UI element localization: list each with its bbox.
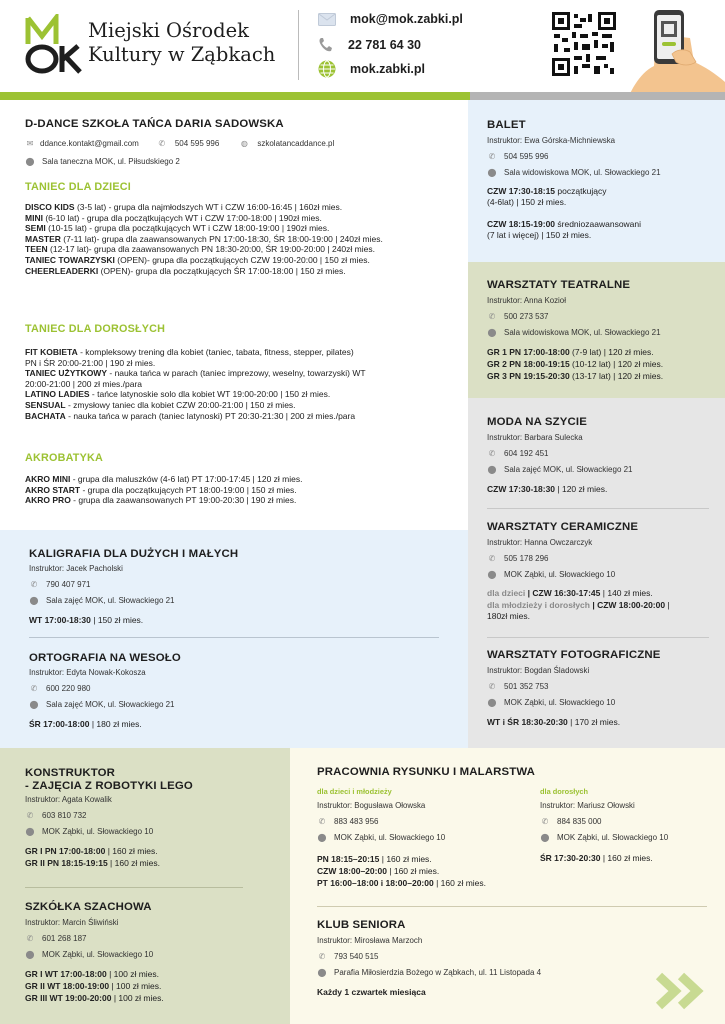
contact-email[interactable]: mok@mok.zabki.pl (350, 12, 463, 26)
rysunek-schedule1: PN 18:15–20:15 | 160 zł mies. CZW 18:00–20:00 | 160 zł mies. PT 16:00–18:00 i 18:00–20:00 | 160 zł mies. (317, 854, 487, 888)
list-item: AKRO MINI - grupa dla maluszków (4-6 lat) PT 17:00-17:45 | 120 zł mies. (25, 474, 303, 484)
qr-code-graphic (552, 12, 616, 76)
location-pin-icon: ⬤ (540, 833, 550, 842)
location-pin-icon: ⬤ (487, 698, 497, 707)
globe-icon: ◍ (240, 139, 248, 148)
divider (25, 887, 243, 888)
envelope-icon: ✉ (26, 139, 34, 148)
phone-icon: ✆ (318, 817, 326, 826)
balet-phone[interactable]: 504 595 996 (504, 152, 549, 161)
ddance-web[interactable]: szkolatancaddance.pl (257, 139, 335, 148)
ceram-place: MOK Ząbki, ul. Słowackiego 10 (504, 570, 616, 579)
list-item: GR I WT 17:00-18:00 | 100 zł mies. (25, 969, 160, 979)
balet-title: BALET (487, 119, 526, 131)
rysunek-sub2: dla dorosłych (540, 787, 589, 796)
balet-schedule-2: CZW 18:15-19:00 średniozaawansowani (7 lat i więcej) | 150 zł mies. (487, 219, 642, 240)
divider (317, 906, 707, 907)
orto-title: ORTOGRAFIA NA WESOŁO (29, 652, 181, 664)
teatr-title: WARSZTATY TEATRALNE (487, 279, 631, 291)
foto-place: MOK Ząbki, ul. Słowackiego 10 (504, 698, 616, 707)
location-pin-icon: ⬤ (29, 596, 39, 605)
rysunek-phone1-row (317, 817, 379, 826)
location-pin-icon: ⬤ (487, 570, 497, 579)
orto-schedule: ŚR 17:00-18:00 | 180 zł mies. (29, 719, 142, 729)
location-pin-icon: ⬤ (487, 168, 497, 177)
kalig-place: Sala zajęć MOK, ul. Słowackiego 21 (46, 596, 175, 605)
szachy-title: SZKÓŁKA SZACHOWA (25, 901, 152, 913)
location-pin-icon: ⬤ (25, 950, 35, 959)
header-stripe-grey (470, 92, 725, 100)
foto-phone[interactable]: 501 352 753 (504, 682, 549, 691)
ceram-phone-row (487, 554, 549, 563)
moda-phone[interactable]: 604 192 451 (504, 449, 549, 458)
hand-phone-icon (620, 4, 725, 102)
phone-icon: ✆ (488, 554, 496, 563)
rysunek-place2: MOK Ząbki, ul. Słowackiego 10 (557, 833, 669, 842)
ceram-schedule: dla dzieci | CZW 16:30-17:45 | 140 zł mies. dla młodzieży i dorosłych | CZW 18:00-20:00 | 180zł mies. (487, 588, 670, 621)
ceram-title: WARSZTATY CERAMICZNE (487, 521, 639, 533)
seniorzy-phone-row (317, 952, 379, 961)
szachy-instr: Instruktor: Marcin Śliwiński (25, 918, 119, 927)
location-pin-icon: ⬤ (25, 827, 35, 836)
teatr-instr: Instruktor: Anna Kozioł (487, 296, 566, 305)
rysunek-schedule2: ŚR 17:30-20:30 | 160 zł mies. (540, 853, 653, 863)
orto-phone-row (29, 684, 91, 693)
rysunek-instr1: Instruktor: Bogusława Ołowska (317, 801, 426, 810)
ddance-title: D-DANCE SZKOŁA TAŃCA DARIA SADOWSKA (25, 118, 284, 130)
ddance-place-row (25, 157, 180, 166)
lego-groups (25, 846, 160, 869)
location-pin-icon: ⬤ (317, 968, 327, 977)
orto-instr: Instruktor: Edyta Nowak-Kokosza (29, 668, 146, 677)
divider (487, 508, 709, 509)
list-item: TANIEC UŻYTKOWY - nauka tańca w parach (taniec imprezowy, weselny, towarzyski) WT (25, 368, 366, 379)
foto-schedule: WT i ŚR 18:30-20:30 | 170 zł mies. (487, 717, 621, 727)
list-item: GR II PN 18:15-19:15 | 160 zł mies. (25, 857, 160, 868)
list-item: SEMI (10-15 lat) - grupa dla początkujących WT i CZW 18:00-19:00 | 190zł mies. (25, 223, 330, 234)
seniorzy-note: Każdy 1 czwartek miesiąca (317, 987, 426, 997)
orto-place: Sala zajęć MOK, ul. Słowackiego 21 (46, 700, 175, 709)
list-item: AKRO PRO - grupa dla zaawansowanych PT 19:00-20:30 | 190 zł mies. (25, 495, 297, 506)
contact-web-row[interactable] (318, 60, 425, 78)
location-pin-icon: ⬤ (29, 700, 39, 709)
list-item: GR I PN 17:00-18:00 | 160 zł mies. (25, 846, 158, 856)
teatr-phone[interactable]: 500 273 537 (504, 312, 549, 321)
bg-kalig (0, 530, 468, 748)
kalig-place-row (29, 596, 175, 605)
seniorzy-phone[interactable]: 793 540 515 (334, 952, 379, 961)
lego-phone[interactable]: 603 810 732 (42, 811, 87, 820)
lego-phone-row (25, 811, 87, 820)
ddance-place: Sala taneczna MOK, ul. Piłsudskiego 2 (42, 157, 180, 166)
lego-title (25, 767, 193, 792)
szachy-place: MOK Ząbki, ul. Słowackiego 10 (42, 950, 154, 959)
acro-title: AKROBATYKA (25, 452, 103, 464)
list-item: GR 2 PN 18:00-19:15 (10-12 lat) | 120 zł mies. (487, 359, 664, 369)
contact-website[interactable]: mok.zabki.pl (350, 62, 426, 76)
list-item-cont: 20:00-21:00 | 200 zł mies./para (25, 378, 143, 389)
kalig-phone-row (29, 580, 91, 589)
ddance-contacts (25, 139, 334, 148)
foto-instr: Instruktor: Bogdan Śladowski (487, 666, 590, 675)
teatr-place-row (487, 328, 661, 337)
phone-icon: ✆ (30, 684, 38, 693)
rysunek-place1-row (317, 833, 445, 842)
list-item: GR 3 PN 19:15-20:30 (13-17 lat) | 120 zł mies. (487, 371, 664, 381)
szachy-phone-row (25, 934, 87, 943)
rysunek-phone2-row (540, 817, 602, 826)
kalig-title: KALIGRAFIA DLA DUŻYCH I MAŁYCH (29, 548, 239, 560)
balet-place: Sala widowiskowa MOK, ul. Słowackiego 21 (504, 168, 661, 177)
balet-phone-row (487, 152, 549, 161)
contact-phone[interactable]: 22 781 64 30 (348, 38, 421, 52)
ceram-phone[interactable]: 505 178 296 (504, 554, 549, 563)
org-name-line1: Miejski Ośrodek (88, 19, 249, 42)
hand-phone-illustration (620, 4, 725, 102)
divider (487, 637, 709, 638)
list-item: GR III WT 19:00-20:00 | 100 zł mies. (25, 993, 164, 1003)
ddance-phone[interactable]: 504 595 996 (174, 139, 220, 148)
list-item: DISCO KIDS (3-5 lat) - grupa dla najmłodszych WT i CZW 16:00-16:45 | 160zł mies. (25, 202, 343, 212)
phone-icon: ✆ (30, 580, 38, 589)
kalig-instr: Instruktor: Jacek Pacholski (29, 564, 123, 573)
balet-schedule-1: CZW 17:30-18:15 początkujący (4-6lat) | 150 zł mies. (487, 186, 607, 207)
phone-icon: ✆ (26, 811, 34, 820)
phone-icon: ✆ (318, 952, 326, 961)
szachy-place-row (25, 950, 153, 959)
divider (29, 637, 439, 638)
rysunek-instr2: Instruktor: Mariusz Ołowski (540, 801, 635, 810)
phone-icon: ✆ (488, 152, 496, 161)
org-name (88, 19, 275, 67)
lego-title-line1: KONSTRUKTOR (25, 767, 116, 779)
kids-list (25, 202, 465, 276)
orto-place-row (29, 700, 175, 709)
globe-icon (318, 60, 336, 78)
location-pin-icon: ⬤ (487, 465, 497, 474)
rysunek-phone1[interactable]: 883 483 956 (334, 817, 379, 826)
list-item: TEEN (12-17 lat)- grupa dla zaawansowanych PN 18:30-20:00, ŚR 19:00-20:00 | 240zł mies. (25, 244, 375, 255)
teatr-groups (487, 346, 722, 382)
seniorzy-place: Parafia Miłosierdzia Bożego w Ząbkach, ul. 11 Listopada 4 (334, 968, 542, 977)
phone-icon: ✆ (541, 817, 549, 826)
list-item: CHEERLEADERKI (OPEN)- grupa dla początkujących ŚR 17:00-18:00 | 150 zł mies. (25, 265, 346, 276)
contact-phone-row[interactable] (318, 37, 421, 53)
kalig-phone[interactable]: 790 407 971 (46, 580, 91, 589)
location-pin-icon: ⬤ (317, 833, 327, 842)
rysunek-sub1: dla dzieci i młodzieży (317, 787, 392, 796)
chevrons-decoration (655, 972, 711, 1010)
foto-place-row (487, 698, 615, 707)
rysunek-place1: MOK Ząbki, ul. Słowackiego 10 (334, 833, 446, 842)
mok-logo-graphic (22, 14, 84, 76)
phone-icon: ✆ (488, 449, 496, 458)
seniorzy-place-row (317, 968, 541, 977)
double-chevron-icon (655, 972, 711, 1010)
envelope-icon (318, 13, 336, 26)
list-item: BACHATA - nauka tańca w parach (taniec latynoski) PT 20:30-21:30 | 200 zł mies./para (25, 410, 356, 421)
location-pin-icon: ⬤ (25, 157, 35, 166)
org-name-line2: Kultury w Ząbkach (88, 43, 276, 66)
contact-email-row[interactable] (318, 12, 463, 26)
lego-place-row (25, 827, 153, 836)
acro-list (25, 474, 465, 506)
lego-instr: Instruktor: Agata Kowalik (25, 795, 112, 804)
foto-title: WARSZTATY FOTOGRAFICZNE (487, 649, 661, 661)
ddance-email[interactable]: ddance.kontakt@gmail.com (40, 139, 139, 148)
kids-title: TANIEC DLA DZIECI (25, 181, 131, 193)
phone-icon: ✆ (488, 682, 496, 691)
moda-schedule: CZW 17:30-18:30 | 120 zł mies. (487, 484, 608, 494)
logo (22, 14, 84, 76)
list-item: MINI (6-10 lat) - grupa dla początkujących WT i CZW 17:00-18:00 | 190zł mies. (25, 212, 322, 223)
moda-place-row (487, 465, 633, 474)
seniorzy-title: KLUB SENIORA (317, 919, 406, 931)
list-item: FIT KOBIETA - kompleksowy trening dla kobiet (taniec, tabata, fitness, stepper, pilates) (25, 347, 354, 357)
list-item: TANIEC TOWARZYSKI (OPEN)- grupa dla początkujących CZW 19:00-20:00 | 150 zł mies. (25, 254, 370, 265)
lego-title-line2: - ZAJĘCIA Z ROBOTYKI LEGO (25, 779, 193, 792)
moda-instr: Instruktor: Barbara Sulecka (487, 433, 583, 442)
list-item: GR II WT 18:00-19:00 | 100 zł mies. (25, 981, 162, 991)
phone-icon: ✆ (488, 312, 496, 321)
phone-icon (318, 37, 334, 53)
teatr-place: Sala widowiskowa MOK, ul. Słowackiego 21 (504, 328, 661, 337)
seniorzy-instr: Instruktor: Mirosława Marzoch (317, 936, 423, 945)
kalig-schedule: WT 17:00-18:30 | 150 zł mies. (29, 615, 144, 625)
header-divider (298, 10, 299, 80)
location-pin-icon: ⬤ (487, 328, 497, 337)
moda-phone-row (487, 449, 549, 458)
balet-place-row (487, 168, 661, 177)
lego-place: MOK Ząbki, ul. Słowackiego 10 (42, 827, 154, 836)
list-item-cont: PN i ŚR 20:00-21:00 | 190 zł mies. (25, 357, 156, 368)
ceram-instr: Instruktor: Hanna Owczarczyk (487, 538, 593, 547)
rysunek-place2-row (540, 833, 668, 842)
list-item: LATINO LADIES - tańce latynoskie solo dla kobiet WT 19:00-20:00 | 150 zł mies. (25, 389, 331, 400)
moda-place: Sala zajęć MOK, ul. Słowackiego 21 (504, 465, 633, 474)
rysunek-title: PRACOWNIA RYSUNKU I MALARSTWA (317, 766, 536, 778)
moda-title: MODA NA SZYCIE (487, 416, 587, 428)
teatr-phone-row (487, 312, 549, 321)
phone-icon: ✆ (26, 934, 34, 943)
balet-instr: Instruktor: Ewa Górska-Michniewska (487, 136, 616, 145)
orto-phone[interactable]: 600 220 980 (46, 684, 91, 693)
foto-phone-row (487, 682, 549, 691)
list-item: SENSUAL - zmysłowy taniec dla kobiet CZW 20:00-21:00 | 150 zł mies. (25, 399, 296, 410)
qr-code[interactable] (552, 12, 616, 76)
szachy-groups (25, 968, 164, 1004)
list-item: AKRO START - grupa dla początkujących PT 18:00-19:00 | 150 zł mies. (25, 484, 297, 495)
adults-title: TANIEC DLA DOROSŁYCH (25, 323, 166, 335)
adults-list (25, 347, 465, 421)
header-stripe-green (0, 92, 470, 100)
szachy-phone[interactable]: 601 268 187 (42, 934, 87, 943)
ceram-place-row (487, 570, 615, 579)
list-item: GR 1 PN 17:00-18:00 (7-9 lat) | 120 zł mies. (487, 347, 654, 357)
phone-icon: ✆ (158, 139, 166, 148)
rysunek-phone2[interactable]: 884 835 000 (557, 817, 602, 826)
list-item: MASTER (7-11 lat)- grupa dla zaawansowanych PN 17:00-18:30, ŚR 18:00-19:00 | 240zł mies. (25, 233, 383, 244)
